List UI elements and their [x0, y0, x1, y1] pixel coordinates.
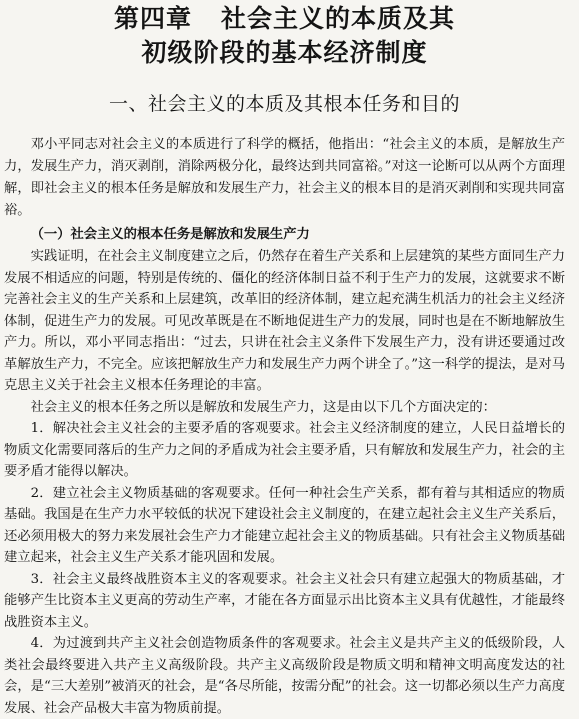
paragraph-reason-1: 1．解决社会主义社会的主要矛盾的客观要求。社会主义经济制度的建立，人民日益增长的物质文化需要同落后的生产力之间的矛盾成为社会主要矛盾，只有解放和发展生产力，社会的主要矛盾才能得以解决。	[4, 421, 565, 479]
paragraph-reason-4: 4．为过渡到共产主义社会创造物质条件的客观要求。社会主义是共产主义的低级阶段，人类社会最终要进入共产主义高级阶段。共产主义高级阶段是物质文明和精神文明高度发达的社会，是“三大差别”被消灭的社会，是“各尽所能，按需分配”的社会。这一切都必须以生产力高度发展、社会产品极大丰富为物质前提。	[4, 636, 565, 716]
paragraph-practice: 实践证明，在社会主义制度建立之后，仍然存在着生产关系和上层建筑的某些方面同生产力发展不相适应的问题，特别是传统的、僵化的经济体制日益不利于生产力的发展，这就要求不断完善社会主义的生产关系和上层建筑，改革旧的经济体制，建立起充满生机活力的社会主义经济体制，促进生产力的发展。可见改革既是在不断地促进生产力的发展，同时也是在不断地解放生产力。所以，邓小平同志指出：“过去，只讲在社会主义条件下发展生产力，没有讲还要通过改革解放生产力，不完全。应该把解放生产力和发展生产力两个讲全了。”这一科学的提法，是对马克思主义关于社会主义根本任务理论的丰富。	[4, 249, 565, 393]
subsection-heading: （一）社会主义的根本任务是解放和发展生产力	[30, 227, 310, 242]
paragraph-reasons-intro: 社会主义的根本任务之所以是解放和发展生产力，这是由以下几个方面决定的：	[30, 399, 496, 415]
chapter-title	[4, 0, 565, 70]
intro-paragraph: 邓小平同志对社会主义的本质进行了科学的概括，他指出：“社会主义的本质，是解放生产力，发展生产力，消灭剥削，消除两极分化，最终达到共同富裕。”对这一论断可以从两个方面理解，即社会主义的根本任务是解放和发展生产力，社会主义的根本目的是消灭剥削和实现共同富裕。	[4, 137, 565, 218]
chapter-title-line-2: 初级阶段的基本经济制度	[141, 38, 428, 67]
paragraph-reason-2: 2．建立社会主义物质基础的客观要求。任何一种社会生产关系，都有着与其相适应的物质基础。我国是在生产力水平较低的状况下建设社会主义制度的，在建立起社会主义生产关系后，还必须用极大的努力来发展社会生产力才能建立起社会主义的物质基础。只有社会主义物质基础建立起来，社会主义生产关系才能巩固和发展。	[4, 485, 565, 565]
chapter-title-line-1: 第四章 社会主义的本质及其	[113, 4, 456, 33]
section-title: 一、社会主义的本质及其根本任务和目的	[108, 93, 460, 115]
paragraph-reason-3: 3．社会主义最终战胜资本主义的客观要求。社会主义社会只有建立起强大的物质基础，才能够产生比资本主义更高的劳动生产率，才能在各方面显示出比资本主义具有优越性，才能最终战胜资本主义。	[4, 571, 565, 630]
